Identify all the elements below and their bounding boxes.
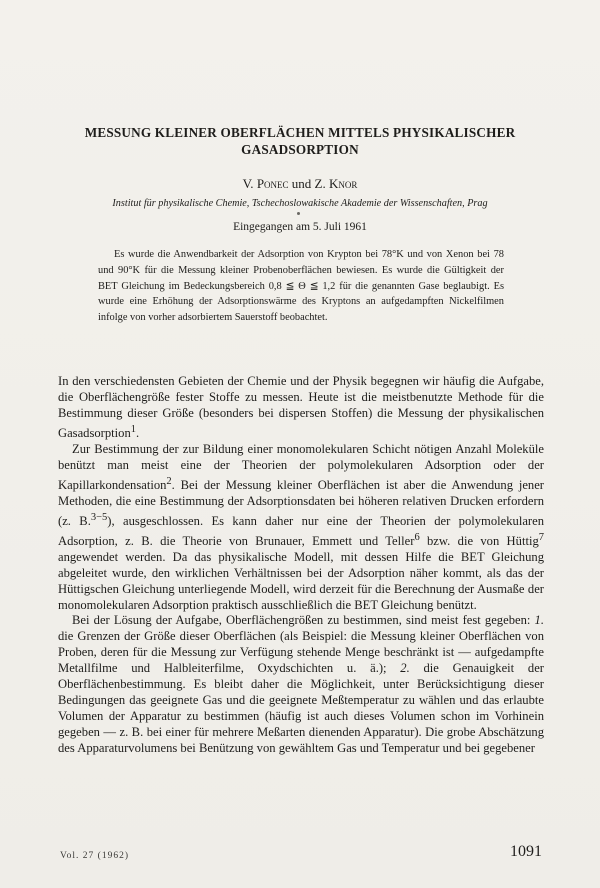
- paragraph-1-end: .: [136, 425, 140, 440]
- received-date: Eingegangen am 5. Juli 1961: [233, 221, 367, 233]
- author2-initial: Z.: [314, 176, 329, 191]
- footer-volume: Vol. 27 (1962): [60, 851, 129, 861]
- paragraph-2: [58, 442, 544, 614]
- body-text: [58, 374, 544, 757]
- paragraph-2-text-e: angewendet werden. Da das physikalische Modell, mit dessen Hilfe die BET Gleichung abgeleitet wurde, den wirklichen Verhältnissen bei der Adsorption näher kommt, als das der Hüttigschen Gleichung unterliegende Modell, wird derzeit für die Berechnung der Ausmaße der monomolekularen Adsorption praktisch ausschließlich die BET Gleichung benützt.: [58, 549, 544, 612]
- author-join: und: [288, 176, 315, 191]
- paragraph-3: [58, 613, 544, 756]
- reference-3-5: 3−5: [90, 511, 108, 523]
- title-line-1: MESSUNG KLEINER OBERFLÄCHEN MITTELS PHYSIKALISCHER: [84, 125, 516, 140]
- paragraph-3-text-b: die Grenzen der Größe dieser Oberflächen (als Beispiel: die Messung kleiner Oberflächen von Proben, deren für die Messung zur Verfügung stehende Menge beschränkt ist — aufgedampfte Metallfilme und Halbleiterfilme, Oxydschichten u. ä.);: [58, 629, 544, 676]
- abstract-text: Es wurde die Anwendbarkeit der Adsorption von Krypton bei 78°K und von Xenon bei 78 und 90°K für die Messung kleiner Probenoberflächen bewiesen. Es wurde die Gültigkeit der BET Gleichung im Bedeckungsbereich 0,8 ≦ Θ ≦ 1,2 für die genannten Gase beglaubigt. Es wurde eine Erhöhung der Adsorptionswärme des Kryptons an aufgedampften Nickelfilmen infolge von vorher adsorbiertem Sauerstoff beobachtet.: [98, 249, 504, 324]
- paper-title: [40, 124, 560, 158]
- list-number-1: 1.: [534, 613, 544, 628]
- reference-6: 6: [414, 531, 420, 543]
- page-number: 1091: [510, 843, 542, 860]
- decorative-dot: [297, 212, 300, 215]
- reference-1: 1: [130, 423, 137, 435]
- list-number-2: 2.: [400, 661, 410, 676]
- institute: Institut für physikalische Chemie, Tschechoslowakische Akademie der Wissenschaften, Prag: [112, 198, 488, 209]
- author1-name: Ponec: [256, 176, 289, 191]
- paragraph-3-text-a: Bei der Lösung der Aufgabe, Oberflächengrößen zu bestimmen, sind meist fest gegeben:: [72, 613, 535, 628]
- paragraph-2-text-d: bzw. die von Hüttig: [419, 533, 539, 548]
- reference-7: 7: [538, 531, 544, 543]
- authors: [40, 176, 560, 192]
- paragraph-1-text: In den verschiedensten Gebieten der Chemie und der Physik begegnen wir häufig die Aufgabe, die Oberflächengröße fester Stoffe zu messen. Heute ist die meistbenutzte Methode für die Bestimmung dieser Größe (besonders bei dispersen Stoffen) die Messung der physikalischen Gasadsorption: [58, 374, 544, 440]
- author2-name: Knor: [329, 176, 358, 191]
- reference-2: 2: [166, 475, 172, 487]
- paragraph-1: [58, 374, 544, 442]
- paragraph-2-text-a: Zur Bestimmung der zur Bildung einer monomolekularen Schicht nötigen Anzahl Moleküle benützt man meist eine der Theorien der polymolekularen Adsorption oder der Kapillarkondensation: [58, 441, 544, 492]
- abstract: [98, 247, 504, 326]
- paragraph-3-text-c: die Genauigkeit der Oberflächenbestimmung. Es bleibt daher die Möglichkeit, unter Berücksichtigung dieser Bedingungen das geeignete Gas und die geeignete Meßtemperatur zu wählen und das erlaubte Volumen der Apparatur zu bestimmen (häufig ist auch dieses Volumen schon im Vorhinein gegeben — z. B. bei einer für mehrere Meßarten dienenden Apparatur). Die grobe Abschätzung des Apparaturvolumens bei Benützung von gewähltem Gas und Temperatur und bei gegebener: [58, 661, 544, 755]
- title-line-2: GASADSORPTION: [241, 142, 359, 157]
- paragraph-2-text-b: . Bei der Messung kleiner Oberflächen ist aber die Anwendung jener Methoden, die eine Bestimmung der Adsorptionsdaten bei höheren relativen Drucken erfordern (z. B.: [58, 477, 544, 528]
- paragraph-2-text-c: ), ausgeschlossen. Es kann daher nur eine der Theorien der polymolekularen Adsorption, z. B. die Theorie von Brunauer, Emmett und Teller: [58, 513, 544, 548]
- author1-initial: V.: [242, 176, 257, 191]
